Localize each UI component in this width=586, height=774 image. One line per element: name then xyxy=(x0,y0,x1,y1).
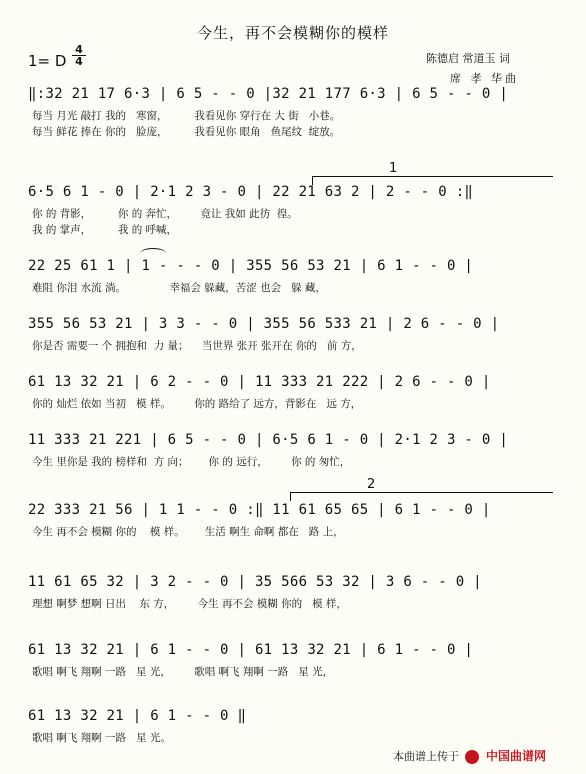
footer-text: 本曲谱上传于 xyxy=(392,750,459,763)
time-top: 4 xyxy=(75,43,83,56)
score-system-5 xyxy=(0,374,586,434)
notes-line: 355 56 53 21 | 3 3 - - 0 | 355 56 533 21 | 2 6 - - 0 | xyxy=(28,316,500,332)
time-bottom: 4 xyxy=(75,55,83,68)
key-signature: 1= D xyxy=(28,52,67,70)
site-name[interactable]: 中国曲谱网 xyxy=(485,749,546,763)
lyrics-verse-1: 今生 里你是 我的 榜样和 方 向； 你 的 远行， 你 的 匆忙， xyxy=(32,456,351,468)
lyricist-credit: 陈德启 常道玉 词 xyxy=(426,52,510,65)
upload-footer xyxy=(393,747,546,764)
lyrics-verse-1: 难阻 你泪 水流 淌。 幸福会 躲藏，苦涩 也会 躲 藏， xyxy=(32,282,326,294)
score-system-7 xyxy=(0,477,586,562)
score-system-3 xyxy=(0,258,586,318)
notes-line: 11 333 21 221 | 6 5 - - 0 | 6·5 6 1 - 0 | 2·1 2 3 - 0 | xyxy=(28,432,509,448)
lyrics-verse-2: 每当 鲜花 捧在 你的 脸庞， 我看见你 眼角 鱼尾纹 绽放。 xyxy=(32,126,341,138)
volta-number: 1 xyxy=(389,161,398,176)
notes-line: ‖:32 21 17 6·3 | 6 5 - - 0 |32 21 177 6·3 | 6 5 - - 0 | xyxy=(28,86,509,102)
lyrics-verse-1: 你 的 背影， 你 的 奔忙， 竟让 我如 此彷 徨。 xyxy=(32,208,298,220)
lyrics-verse-1: 你是否 需要一 个 拥抱和 力 量； 当世界 张开 张开在 你的 前 方， xyxy=(32,340,362,352)
lyrics-verse-1: 每当 月光 敲打 我的 寒窗， 我看见你 穿行在 大 街 小巷。 xyxy=(32,110,341,122)
notes-line: 61 13 32 21 | 6 2 - - 0 | 11 333 21 222 | 2 6 - - 0 | xyxy=(28,374,491,390)
score-system-1 xyxy=(0,86,586,146)
score-system-6 xyxy=(0,432,586,492)
volta-number: 2 xyxy=(367,477,376,492)
notes-line: 6·5 6 1 - 0 | 2·1 2 3 - 0 | 22 21 63 2 | 2 - - 0 :‖ xyxy=(28,184,474,200)
notes-line: 61 13 32 21 | 6 1 - - 0 ‖ xyxy=(28,708,247,724)
score-system-8 xyxy=(0,574,586,634)
lyrics-verse-2: 我 的 掌声， 我 的 呼喊， xyxy=(32,224,178,236)
lyrics-verse-1: 歌唱 啊飞 翔啊 一路 星 光， 歌唱 啊飞 翔啊 一路 星 光， xyxy=(32,666,334,678)
lyrics-verse-1: 你的 灿烂 依如 当初 模 样。 你的 路给了 远方，背影在 远 方， xyxy=(32,398,362,410)
score-system-2 xyxy=(0,161,586,244)
song-title: 今生，再不会模糊你的模样 xyxy=(196,24,389,42)
composer-credit: 席 孝 华曲 xyxy=(450,72,519,85)
volta-bracket-2 xyxy=(290,477,553,501)
lyrics-verse-1: 今生 再不会 模糊 你的 模 样。 生活 啊生 命啊 都在 路 上， xyxy=(32,526,344,538)
lyrics-verse-1: 理想 啊梦 想啊 日出 东 方， 今生 再不会 模糊 你的 模 样， xyxy=(32,598,347,610)
score-system-4 xyxy=(0,316,586,376)
notes-line: 22 25 61 1 | 1 - - - 0 | 355 56 53 21 | 6 1 - - 0 | xyxy=(28,258,474,274)
score-system-9 xyxy=(0,642,586,702)
time-signature xyxy=(72,44,86,67)
notes-line: 11 61 65 32 | 3 2 - - 0 | 35 566 53 32 | 3 6 - - 0 | xyxy=(28,574,482,590)
lyrics-verse-1: 歌唱 啊飞 翔啊 一路 星 光。 xyxy=(32,732,171,744)
site-logo-icon xyxy=(465,750,479,764)
notes-line: 61 13 32 21 | 6 1 - - 0 | 61 13 32 21 | 6 1 - - 0 | xyxy=(28,642,474,658)
notes-line: 22 333 21 56 | 1 1 - - 0 :‖ 11 61 65 65 | 6 1 - - 0 | xyxy=(28,502,491,518)
